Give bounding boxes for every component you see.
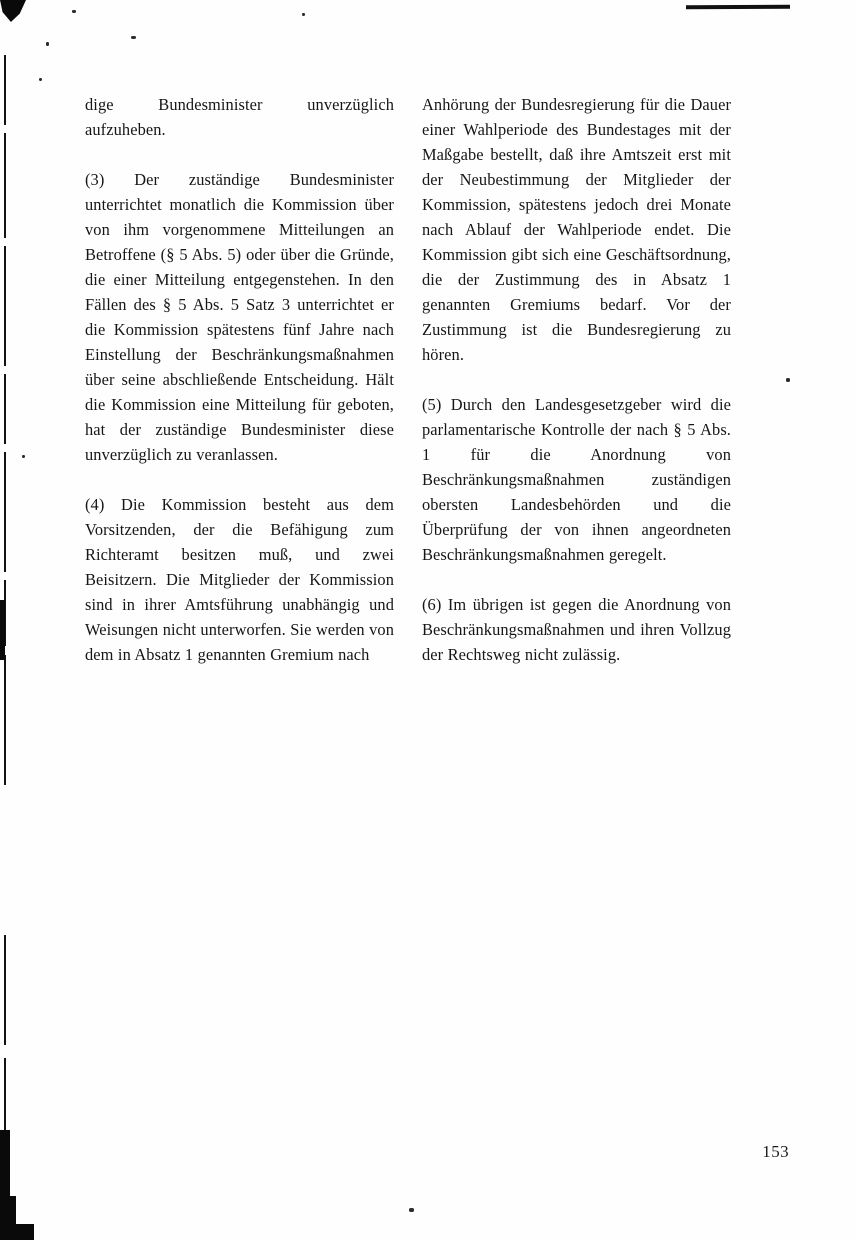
scan-speck-4 — [39, 78, 42, 81]
scan-edge-line-6 — [4, 655, 6, 785]
scan-speck-1 — [131, 36, 136, 39]
scan-speck-2 — [302, 13, 305, 16]
paragraph-continuation-4: Anhörung der Bundesregierung für die Dauer einer Wahlperiode des Bundestages mit der Maßgabe bestellt, daß ihre Amtszeit erst mit der Neubestimmung der Mitglieder der Kommission, spätestens jedoch drei Monate nach Ablauf der Wahlperiode endet. Die Kommission gibt sich eine Geschäftsordnung, die der Zustimmung des in Absatz 1 genannten Gremiums bedarf. Vor der Zustimmung ist die Bundesregierung zu hören. — [422, 95, 731, 364]
scan-binding-blob-3 — [0, 1224, 34, 1240]
scan-edge-line-1 — [4, 133, 6, 238]
scan-blob-top-left-icon — [0, 0, 26, 22]
scan-edge-line-4 — [4, 452, 6, 572]
scan-speck-0 — [72, 10, 76, 13]
paragraph-3: (3) Der zuständige Bundesminister unterrichtet monatlich die Kommission über von ihm vorgenommene Mitteilungen an Betroffene (§ 5 Abs. 5) oder über die Gründe, die einer Mitteilung entgegenstehen. In den Fällen des § 5 Abs. 5 Satz 3 unterrichtet er die Kommission spätestens fünf Jahre nach Einstellung der Beschränkungsmaßnahmen über seine abschließende Entscheidung. Hält die Kommission eine Mitteilung für geboten, hat der zuständige Bundesminister diese unverzüglich zu veranlassen. — [85, 170, 394, 464]
scan-speck-6 — [409, 1208, 414, 1212]
scan-binding-blob-4 — [0, 600, 5, 660]
scan-edge-line-2 — [4, 246, 6, 366]
paragraph-5: (5) Durch den Landesgesetzgeber wird die parlamentarische Kontrolle der nach § 5 Abs. 1 für die Anordnung von Beschränkungsmaßnahmen zuständigen obersten Landesbehörden und die Überprüfung der von ihnen angeordneten Beschränkungsmaßnahmen geregelt. — [422, 395, 731, 564]
column-right — [422, 92, 731, 804]
scan-edge-line-3 — [4, 374, 6, 444]
text-body — [85, 92, 731, 804]
scan-edge-line-7 — [4, 935, 6, 1045]
scan-speck-7 — [22, 455, 25, 458]
scan-speck-3 — [46, 42, 49, 46]
column-left — [85, 92, 394, 804]
scan-speck-5 — [786, 378, 790, 382]
scan-edge-line-0 — [4, 55, 6, 125]
paragraph-6: (6) Im übrigen ist gegen die Anordnung von Beschränkungsmaßnahmen und ihren Vollzug der Rechtsweg nicht zulässig. — [422, 595, 731, 664]
page-number: 153 — [762, 1142, 789, 1161]
scan-bar-top-right-icon — [686, 5, 790, 9]
paragraph-continuation-2: dige Bundesminister unverzüglich aufzuheben. — [85, 95, 394, 139]
paragraph-4: (4) Die Kommission besteht aus dem Vorsitzenden, der die Befähigung zum Richteramt besitzen muß, und zwei Beisitzern. Die Mitglieder der Kommission sind in ihrer Amtsführung unabhängig und Weisungen nicht unterworfen. Sie werden von dem in Absatz 1 genannten Gremium nach — [85, 495, 394, 664]
